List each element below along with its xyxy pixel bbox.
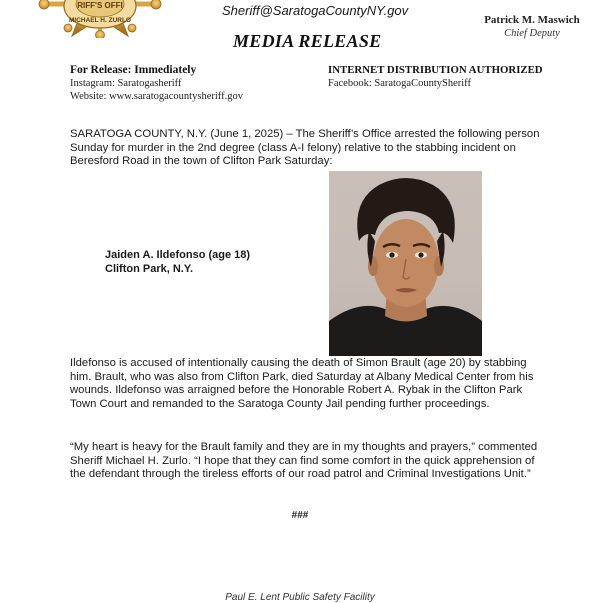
distribution-notice: INTERNET DISTRIBUTION AUTHORIZED xyxy=(328,64,543,76)
website-link[interactable]: Website: www.saratogacountysheriff.gov xyxy=(70,91,243,102)
suspect-location: Clifton Park, N.Y. xyxy=(105,263,194,275)
portrait-illustration xyxy=(329,171,482,356)
sheriff-star-badge-icon xyxy=(38,0,162,38)
page-title: MEDIA RELEASE xyxy=(233,31,382,51)
suspect-name: Jaiden A. Ildefonso (age 18) xyxy=(105,249,251,261)
badge-text-top: RIFF'S OFFI xyxy=(77,1,123,10)
sheriff-quote-paragraph: “My heart is heavy for the Brault family and they are in my thoughts and prayers,” commented Sheriff Michael H. Zurlo. “I hope that they can find some comfort in the quick apprehension of the defendant through the tireless efforts of our road patrol and Criminal Investigations Unit.” xyxy=(70,441,538,481)
end-of-release-mark: ### xyxy=(291,510,309,521)
release-info-left xyxy=(70,64,243,103)
officer-block xyxy=(470,14,594,39)
booking-photo xyxy=(329,171,482,356)
officer-name: Patrick M. Maswich xyxy=(484,14,580,26)
badge-text-bottom: MICHAEL H. ZURLO xyxy=(69,17,131,24)
charges-paragraph: Ildefonso is accused of intentionally causing the death of Simon Brault (age 20) by stabbing him. Brault, who was also from Clifton Park, died Saturday at Albany Medical Center from his wounds. Ildefonso was arraigned before the Honorable Robert A. Rybak in the Clifton Park Town Court and remanded to the Saratoga County Jail pending further proceedings. xyxy=(70,357,534,411)
release-timing: For Release: Immediately xyxy=(70,64,197,76)
footer-facility: Paul E. Lent Public Safety Facility xyxy=(225,592,375,603)
instagram-handle: Instagram: Saratogasheriff xyxy=(70,78,182,89)
release-info-right xyxy=(328,64,543,90)
officer-role: Chief Deputy xyxy=(504,28,560,39)
suspect-info xyxy=(105,248,250,276)
facebook-handle: Facebook: SaratogaCountySheriff xyxy=(328,78,471,89)
intro-paragraph: SARATOGA COUNTY, N.Y. (June 1, 2025) – The Sheriff’s Office arrested the following person Sunday for murder in the 2nd degree (class A-I felony) relative to the stabbing incident on Beresford Road in the town of Clifton Park Saturday: xyxy=(70,128,540,168)
sheriff-email[interactable]: Sheriff@SaratogaCountyNY.gov xyxy=(222,3,409,18)
